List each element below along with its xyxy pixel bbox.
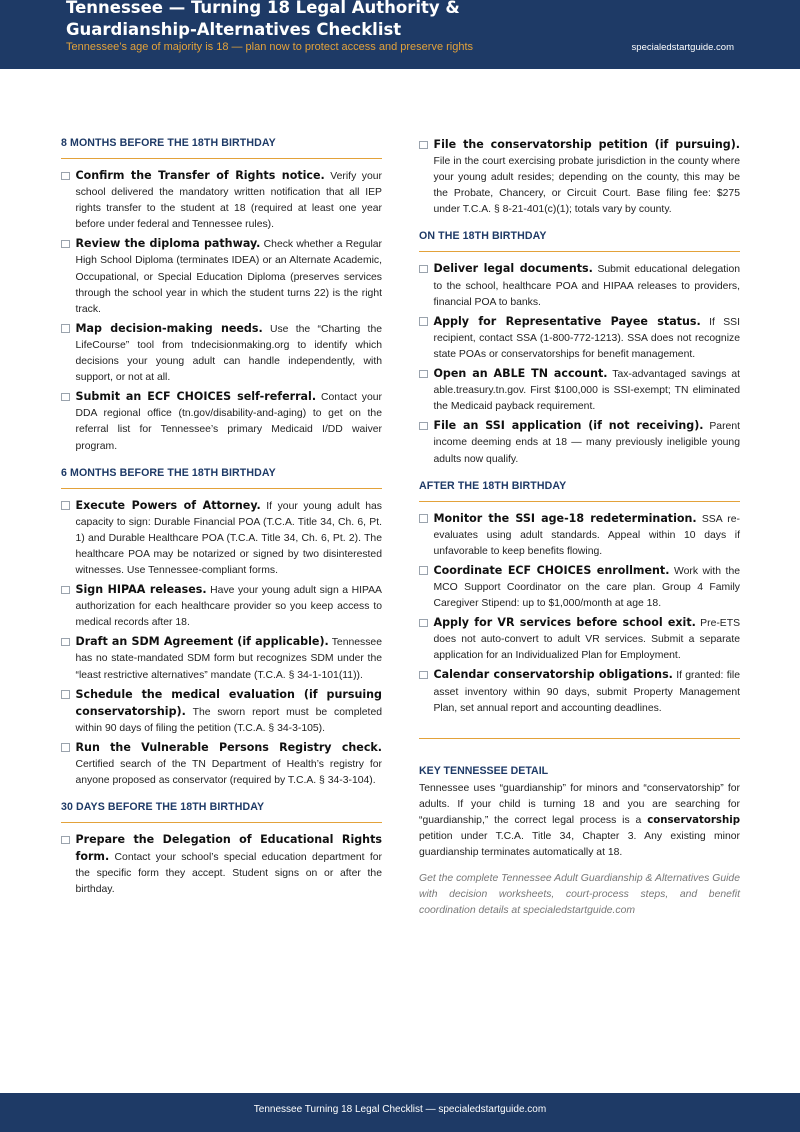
item-title: Sign HIPAA releases.: [75, 583, 207, 597]
item-description: Check whether a Regular High School Diploma (terminates IDEA) or an Alternate Academic, Occupational, or Special Education Diploma (preserves services through the school year in which the student turns 22) is the right track.: [75, 239, 382, 315]
checkbox-icon[interactable]: [61, 690, 70, 699]
checkbox-icon[interactable]: [61, 638, 70, 647]
checklist-section: [419, 230, 740, 467]
item-title: Deliver legal documents.: [433, 262, 593, 276]
item-description: Work with the MCO Support Coordinator on the care plan. Group 4 Family Caregiver Stipend: up to $1,000/month at age 18.: [433, 565, 740, 610]
page-footer: [0, 1093, 800, 1132]
section-heading: 6 MONTHS BEFORE THE 18TH BIRTHDAY: [61, 467, 382, 489]
item-title: Confirm the Transfer of Rights notice.: [75, 169, 325, 182]
checklist-item: [419, 366, 740, 415]
checkbox-icon[interactable]: [61, 324, 70, 333]
checklist-item: [61, 687, 382, 737]
checkbox-icon[interactable]: [61, 240, 70, 249]
checkbox-icon[interactable]: [419, 141, 428, 150]
item-title: Monitor the SSI age-18 redetermination.: [433, 511, 697, 525]
checkbox-icon[interactable]: [419, 514, 428, 523]
section-heading: AFTER THE 18TH BIRTHDAY: [419, 480, 740, 502]
checklist-section: [419, 137, 740, 218]
checklist-item: [419, 137, 740, 218]
item-description: The sworn report must be completed within 90 days of filing the petition (T.C.A. § 34-3-105).: [75, 706, 383, 734]
checklist-item: [419, 261, 740, 310]
checkbox-icon[interactable]: [419, 566, 428, 575]
header-site-url: specialedstartguide.com: [631, 42, 734, 53]
checklist-item: [419, 667, 740, 716]
item-description: Certified search of the TN Department of Health’s registry for anyone proposed as conservator (required by T.C.A. § 34-3-104).: [75, 759, 382, 787]
item-description: Verify your school delivered the mandatory written notification that all IEP rights transfer to the student at 18 (required at least one year before under federal and Tennessee rules).: [75, 171, 383, 231]
item-title: Review the diploma pathway.: [75, 237, 261, 251]
checkbox-icon[interactable]: [419, 265, 428, 274]
item-title: Run the Vulnerable Persons Registry check.: [75, 740, 382, 754]
item-description: Contact your DDA regional office (tn.gov/disability-and-aging) to get on the referral list for Tennessee’s primary Medicaid I/DD waiver program.: [75, 392, 382, 452]
item-description: Parent income deeming ends at 18 — many previously ineligible young adults now qualify.: [433, 421, 740, 465]
checkbox-icon[interactable]: [61, 586, 70, 595]
item-title: File an SSI application (if not receiving).: [433, 419, 704, 433]
footer-text: Tennessee Turning 18 Legal Checklist — specialedstartguide.com: [253, 1104, 547, 1115]
key-detail-box: [419, 765, 740, 920]
page-subtitle: Tennessee’s age of majority is 18 — plan now to protect access and preserve rights: [66, 41, 474, 53]
page-header: [0, 0, 800, 69]
item-description: Contact your school’s special education department for the specific form they accept. Student signs on or after the birthday.: [75, 852, 383, 896]
key-detail-body: [419, 781, 740, 861]
item-description: Tennessee has no state-mandated SDM form but recognizes SDM under the “least restrictive alternatives” mandate (T.C.A. § 34-1-101(11)).: [75, 637, 382, 681]
item-description: If your young adult has capacity to sign: Durable Financial POA (T.C.A. Title 34, Ch. 6, Pt. 1) and Durable Healthcare POA (T.C.A. Title 34, Ch. 6, Pt. 2). The healthcare POA may be notarized or signed by two disinterested witnesses. Use Tennessee-compliant forms.: [75, 500, 382, 576]
checklist-section: [61, 801, 382, 898]
item-title: Prepare the Delegation of Educational Rights form.: [75, 833, 382, 864]
right-column-checklist: [419, 137, 740, 717]
item-description: File in the court exercising probate jurisdiction in the county where your young adult resides; depending on the county, this may be the Probate, Chancery, or Circuit Court. Base filing fee: $275 under T.C.A. § 8-21-401(c)(1); totals vary by county.: [433, 156, 740, 216]
item-description: SSA re-evaluates using adult standards. Appeal within 10 days if unfavorable to keep benefits flowing.: [433, 513, 740, 557]
checkbox-icon[interactable]: [419, 422, 428, 431]
checklist-item: [419, 615, 740, 664]
page-title: Tennessee — Turning 18 Legal Authority & Guardianship-Alternatives Checklist: [66, 0, 460, 39]
item-title: Apply for VR services before school exit.: [433, 616, 696, 630]
item-description: Pre-ETS does not auto-convert to adult VR services. Submit a separate application for an Individualized Plan for Employment.: [433, 618, 741, 662]
item-title: Coordinate ECF CHOICES enrollment.: [433, 563, 670, 577]
section-heading: 30 DAYS BEFORE THE 18TH BIRTHDAY: [61, 801, 382, 823]
item-title: Apply for Representative Payee status.: [433, 314, 701, 328]
checklist-section: [419, 480, 740, 717]
item-title: Calendar conservatorship obligations.: [433, 668, 673, 682]
checklist-item: [419, 314, 740, 363]
checklist-item: [61, 498, 382, 579]
checklist-section: [61, 137, 382, 455]
item-description: Use the “Charting the LifeCourse” tool from tndecisionmaking.org to identify which decisions your young adult can handle independently, with support, or not at all.: [75, 323, 382, 384]
key-detail-body-text: Tennessee uses “guardianship” for minors and “conservatorship” for adults. If your child is turning 18 and you are searching for “guardianship,” the correct legal process is a: [419, 782, 740, 826]
item-description: If granted: file asset inventory within 90 days, submit Property Management Plan, set annual report and accounting deadlines.: [433, 670, 740, 714]
checklist-item: [419, 511, 740, 560]
item-title: Map decision-making needs.: [75, 321, 263, 335]
right-column: [419, 137, 740, 919]
item-title: Draft an SDM Agreement (if applicable).: [75, 635, 329, 649]
item-description: If SSI recipient, contact SSA (1-800-772-1213). SSA does not recognize state POAs or conservatorships for benefit management.: [433, 316, 740, 360]
checkbox-icon[interactable]: [419, 619, 428, 628]
key-detail-note: Get the complete Tennessee Adult Guardianship & Alternatives Guide with decision worksheets, court-process steps, and benefit coordination details at specialedstartguide.com: [419, 873, 740, 917]
checkbox-icon[interactable]: [419, 671, 428, 680]
section-divider: [419, 738, 740, 739]
checklist-section: [61, 467, 382, 790]
item-description: Have your young adult sign a HIPAA authorization for each healthcare provider so you keep access to medical records after 18.: [75, 585, 382, 629]
checkbox-icon[interactable]: [419, 317, 428, 326]
checkbox-icon[interactable]: [61, 836, 70, 845]
key-detail-body-text-end: petition under T.C.A. Title 34, Chapter 3. Any existing minor guardianship terminates automatically at 18.: [419, 831, 740, 859]
item-title: Schedule the medical evaluation (if pursuing conservatorship).: [75, 687, 382, 718]
checklist-item: [61, 168, 382, 233]
checklist-item: [61, 634, 382, 683]
checklist-item: [419, 563, 740, 612]
item-title: Execute Powers of Attorney.: [75, 498, 261, 512]
checklist-item: [61, 740, 382, 789]
section-heading: ON THE 18TH BIRTHDAY: [419, 230, 740, 252]
checkbox-icon[interactable]: [61, 743, 70, 752]
checklist-item: [61, 582, 382, 631]
key-detail-heading: KEY TENNESSEE DETAIL: [419, 764, 549, 777]
left-column: [61, 137, 382, 911]
item-title: Submit an ECF CHOICES self-referral.: [75, 390, 317, 404]
item-description: Tax-advantaged savings at able.treasury.tn.gov. First $100,000 is SSI-exempt; TN eliminated the Medicaid payback requirement.: [433, 369, 740, 413]
item-description: Submit educational delegation to the school, healthcare POA and HIPAA releases to providers, financial POA to banks.: [433, 264, 741, 308]
checklist-item: [61, 321, 382, 386]
checklist-item: [61, 832, 382, 898]
item-title: File the conservatorship petition (if pursuing).: [433, 138, 740, 151]
checkbox-icon[interactable]: [61, 172, 70, 181]
item-title: Open an ABLE TN account.: [433, 367, 608, 381]
checklist-item: [61, 236, 382, 317]
checklist-item: [61, 389, 382, 454]
section-heading: 8 MONTHS BEFORE THE 18TH BIRTHDAY: [61, 137, 382, 159]
key-detail-emphasis: conservatorship: [647, 814, 740, 826]
checkbox-icon[interactable]: [419, 370, 428, 379]
checkbox-icon[interactable]: [61, 501, 70, 510]
checkbox-icon[interactable]: [61, 393, 70, 402]
checklist-item: [419, 418, 740, 467]
